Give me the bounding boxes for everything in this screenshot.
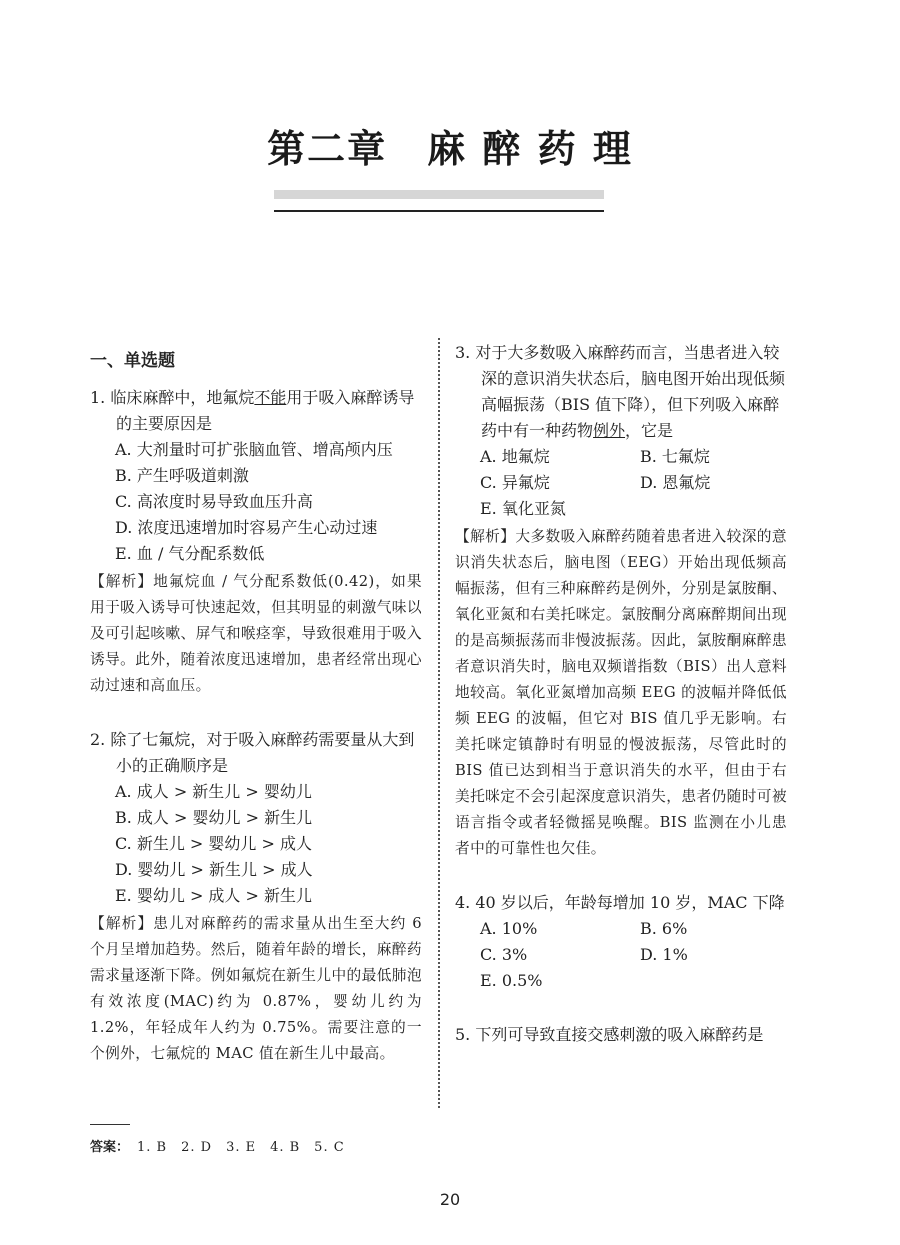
- option-c: C. 3%: [480, 945, 528, 964]
- section-heading: 一、单选题: [90, 351, 175, 371]
- option-list: [455, 444, 787, 522]
- chapter-title: 第二章 麻 醉 药 理: [267, 127, 633, 171]
- option-b: B. 6%: [640, 919, 688, 938]
- question-4: [455, 890, 787, 994]
- left-column: [90, 340, 422, 1067]
- option-d: D. 婴幼儿 > 新生儿 > 成人: [115, 860, 313, 879]
- option-c: C. 高浓度时易导致血压升高: [115, 492, 313, 511]
- stem-text: 1. 临床麻醉中，地氟烷: [90, 388, 255, 407]
- right-column: [455, 340, 787, 1048]
- title-decor-line: [274, 210, 604, 212]
- question-2: [90, 727, 422, 1067]
- option-a: A. 地氟烷: [480, 447, 550, 466]
- option-c: C. 异氟烷: [480, 473, 550, 492]
- option-d: D. 1%: [640, 945, 688, 964]
- explanation: 【解析】地氟烷血 / 气分配系数低(0.42)，如果用于吸入诱导可快速起效，但其明显的刺激气味以及可引起咳嗽、屏气和喉痉挛，导致很难用于吸入诱导。此外，随着浓度迅速增加，患者经常出现心动过速和高血压。: [90, 573, 422, 694]
- question-stem: [90, 385, 422, 437]
- option-b: B. 产生呼吸道刺激: [115, 466, 249, 485]
- question-stem: 2. 除了七氟烷，对于吸入麻醉药需要量从大到小的正确顺序是: [90, 730, 415, 775]
- stem-text: ，它是: [625, 421, 674, 440]
- emphasis-text: 不能: [254, 388, 287, 407]
- option-a: A. 成人 > 新生儿 > 婴幼儿: [115, 782, 312, 801]
- title-decor-bar: [274, 190, 604, 199]
- column-divider: [438, 338, 440, 1108]
- question-stem: 5. 下列可导致直接交感刺激的吸入麻醉药是: [455, 1025, 764, 1044]
- option-e: E. 婴幼儿 > 成人 > 新生儿: [115, 886, 313, 905]
- option-list: [90, 437, 422, 567]
- option-b: B. 七氟烷: [640, 447, 710, 466]
- question-stem: [455, 340, 787, 444]
- stem-text: 用于吸入麻醉诱导的主要原因是: [116, 388, 415, 433]
- option-e: E. 氧化亚氮: [480, 499, 566, 518]
- option-d: D. 恩氟烷: [640, 473, 711, 492]
- answer-values: 1. B 2. D 3. E 4. B 5. C: [137, 1140, 345, 1155]
- option-list: [455, 916, 787, 994]
- answer-rule: [90, 1124, 130, 1125]
- option-c: C. 新生儿 > 婴幼儿 > 成人: [115, 834, 313, 853]
- option-list: [90, 779, 422, 909]
- question-1: [90, 385, 422, 699]
- option-a: A. 10%: [480, 919, 538, 938]
- emphasis-text: 例外: [593, 421, 626, 440]
- explanation: 【解析】患儿对麻醉药的需求量从出生至大约 6 个月呈增加趋势。然后，随着年龄的增长，麻醉药需求量逐渐下降。例如氟烷在新生儿中的最低肺泡有效浓度(MAC)约为 0.87%，婴幼儿约为 1.2%，年轻成年人约为 0.75%。需要注意的一个例外，七氟烷的 MAC 值在新生儿中最高。: [90, 915, 422, 1062]
- option-d: D. 浓度迅速增加时容易产生心动过速: [115, 518, 378, 537]
- option-a: A. 大剂量时可扩张脑血管、增高颅内压: [115, 440, 393, 459]
- option-e: E. 血 / 气分配系数低: [115, 544, 265, 563]
- answer-key: [90, 1136, 345, 1155]
- option-b: B. 成人 > 婴幼儿 > 新生儿: [115, 808, 313, 827]
- question-3: [455, 340, 787, 862]
- stem-text: 3. 对于大多数吸入麻醉药而言，当患者进入较深的意识消失状态后，脑电图开始出现低频高幅振荡（BIS 值下降），但下列吸入麻醉药中有一种药物: [455, 343, 786, 440]
- option-e: E. 0.5%: [480, 971, 543, 990]
- question-5: [455, 1022, 787, 1048]
- explanation: 【解析】大多数吸入麻醉药随着患者进入较深的意识消失状态后，脑电图（EEG）开始出现低频高幅振荡，但有三种麻醉药是例外，分别是氯胺酮、氧化亚氮和右美托咪定。氯胺酮分离麻醉期间出现的是高频振荡而非慢波振荡。因此，氯胺酮麻醉患者意识消失时，脑电双频谱指数（BIS）出人意料地较高。氧化亚氮增加高频 EEG 的波幅并降低低频 EEG 的波幅，但它对 BIS 值几乎无影响。右美托咪定镇静时有明显的慢波振荡，尽管此时的 BIS 值已达到相当于意识消失的水平，但由于右美托咪定不会引起深度意识消失，患者仍随时可被语言指令或者轻微摇晃唤醒。BIS 监测在小儿患者中的可靠性也欠佳。: [455, 528, 787, 857]
- question-stem: 4. 40 岁以后，年龄每增加 10 岁，MAC 下降: [455, 893, 785, 912]
- answer-label: 答案：: [90, 1140, 130, 1155]
- page-number: 20: [439, 1190, 461, 1209]
